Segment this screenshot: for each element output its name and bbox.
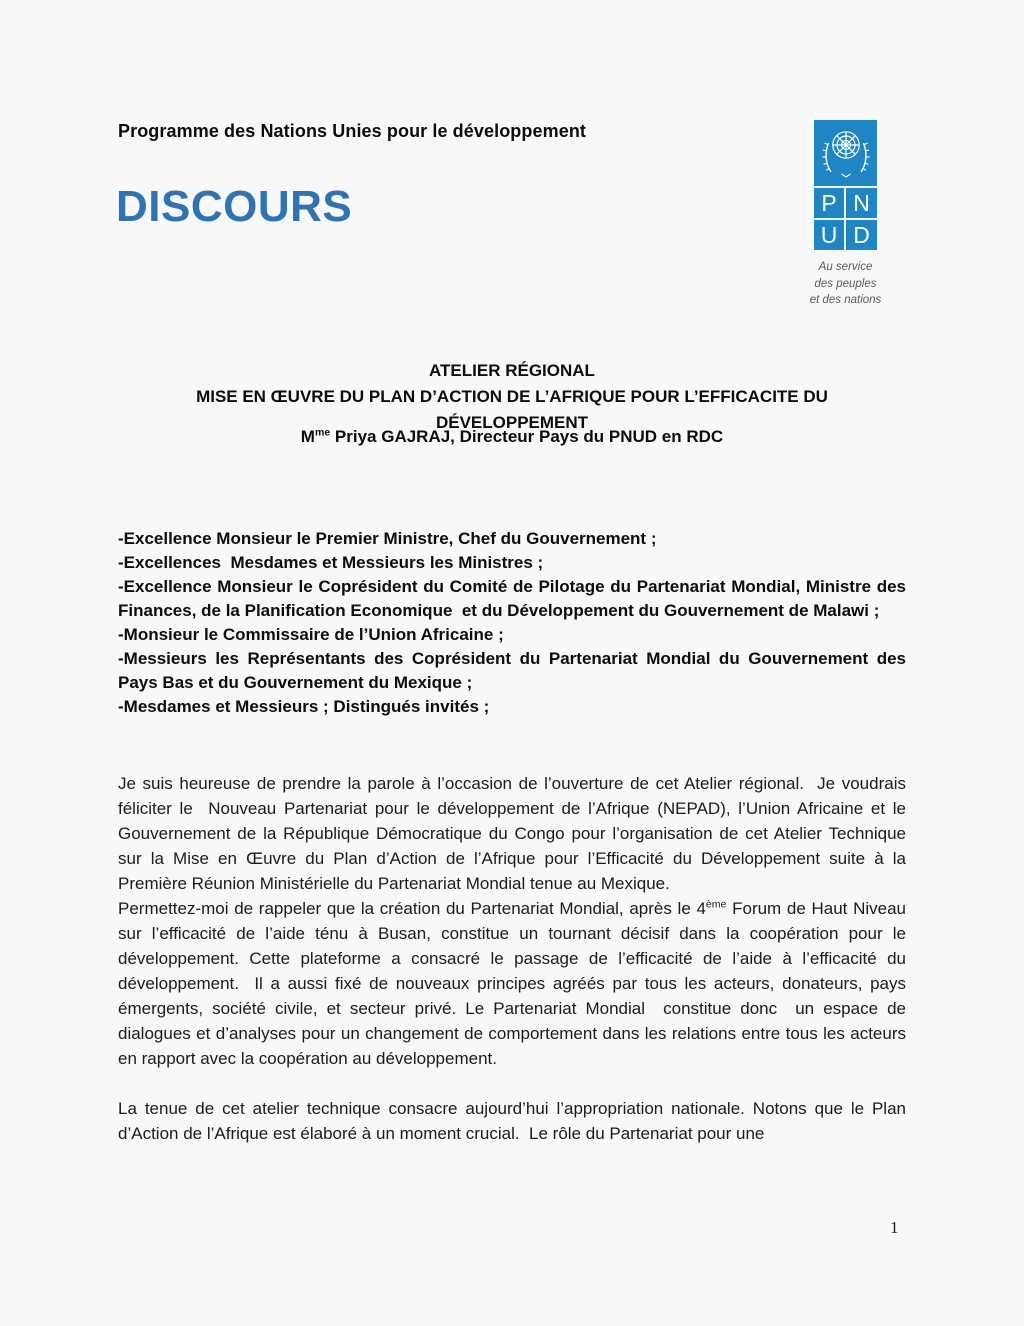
salutation-line: -Excellence Monsieur le Coprésident du Comité de Pilotage du Partenariat Mondial, Ministre des Finances, de la Planification Economique et du Développement du Gouvernement de Malawi ; <box>118 577 911 620</box>
salutation-line: -Messieurs les Représentants des Coprésident du Partenariat Mondial du Gouvernement des Pays Bas et du Gouvernement du Mexique ; <box>118 649 911 692</box>
logo-letter-d: D <box>846 220 877 250</box>
speaker-superscript: me <box>314 426 331 439</box>
page-number: 1 <box>890 1218 899 1237</box>
ordinal-superscript: ème <box>705 898 727 911</box>
org-name: Programme des Nations Unies pour le développement <box>118 121 587 141</box>
speaker-prefix: M <box>300 427 315 446</box>
salutation-line: -Excellence Monsieur le Premier Ministre, Chef du Gouvernement ; <box>118 529 657 548</box>
salutations-list <box>118 527 911 719</box>
salutation-line: -Excellences Mesdames et Messieurs les Ministres ; <box>118 553 544 572</box>
body-paragraph-3: La tenue de cet atelier technique consacre aujourd’hui l’appropriation nationale. Notons que le Plan d’Action de l’Afrique est élaboré à un moment crucial. Le rôle du Partenariat pour une <box>118 1099 911 1143</box>
salutation-line: -Mesdames et Messieurs ; Distingués invités ; <box>118 697 490 716</box>
workshop-title-line1: ATELIER RÉGIONAL <box>429 361 595 380</box>
salutation-line: -Monsieur le Commissaire de l’Union Africaine ; <box>118 625 504 644</box>
speaker-line <box>118 427 906 447</box>
logo-letter-p: P <box>814 188 844 218</box>
logo-letter-u: U <box>814 220 844 250</box>
logo-tagline-line: et des nations <box>809 294 882 307</box>
body-paragraph-1: Je suis heureuse de prendre la parole à l’occasion de l’ouverture de cet Atelier régional. Je voudrais féliciter le Nouveau Partenariat pour le développement de l’Afrique (NEPAD), l’Union Africaine et le Gouvernement de la République Démocratique du Congo pour l’organisation de cet Atelier Technique sur la Mise en Œuvre du Plan d’Action de l’Afrique pour l’Efficacité du Développement suite à la Première Réunion Ministérielle du Partenariat Mondial tenue au Mexique. <box>118 774 911 893</box>
pnud-logo <box>809 120 882 309</box>
body-paragraph-2 <box>118 896 911 1071</box>
speech-body <box>118 771 911 1146</box>
body-paragraph-2-post: Forum de Haut Niveau sur l’efficacité de l’aide ténu à Busan, constitue un tournant décisif dans la coopération pour le développement. Cette plateforme a consacré le passage de l’efficacité de l’aide à l’efficacité du développement. Il a aussi fixé de nouveaux principes agréés par tous les acteurs, donateurs, pays émergents, société civile, et secteur privé. Le Partenariat Mondial constitue donc un espace de dialogues et d’analyses pour un changement de comportement dans les relations entre tous les acteurs en rapport avec la coopération au développement. <box>118 899 911 1068</box>
doc-title: DISCOURS <box>116 182 353 231</box>
un-emblem-icon <box>814 120 877 186</box>
logo-tagline <box>793 259 898 309</box>
logo-tagline-line: des peuples <box>814 277 877 290</box>
speaker-name-title: Priya GAJRAJ, Directeur Pays du PNUD en RDC <box>330 427 724 446</box>
logo-letter-grid <box>814 188 877 250</box>
workshop-title-line2: MISE EN ŒUVRE DU PLAN D’ACTION DE L’AFRIQUE POUR L’EFFICACITE DU DÉVELOPPEMENT <box>196 387 828 432</box>
logo-tagline-line: Au service <box>818 261 873 273</box>
logo-letter-n: N <box>846 188 877 218</box>
body-paragraph-2-pre: Permettez-moi de rappeler que la création du Partenariat Mondial, après le 4 <box>118 899 706 918</box>
